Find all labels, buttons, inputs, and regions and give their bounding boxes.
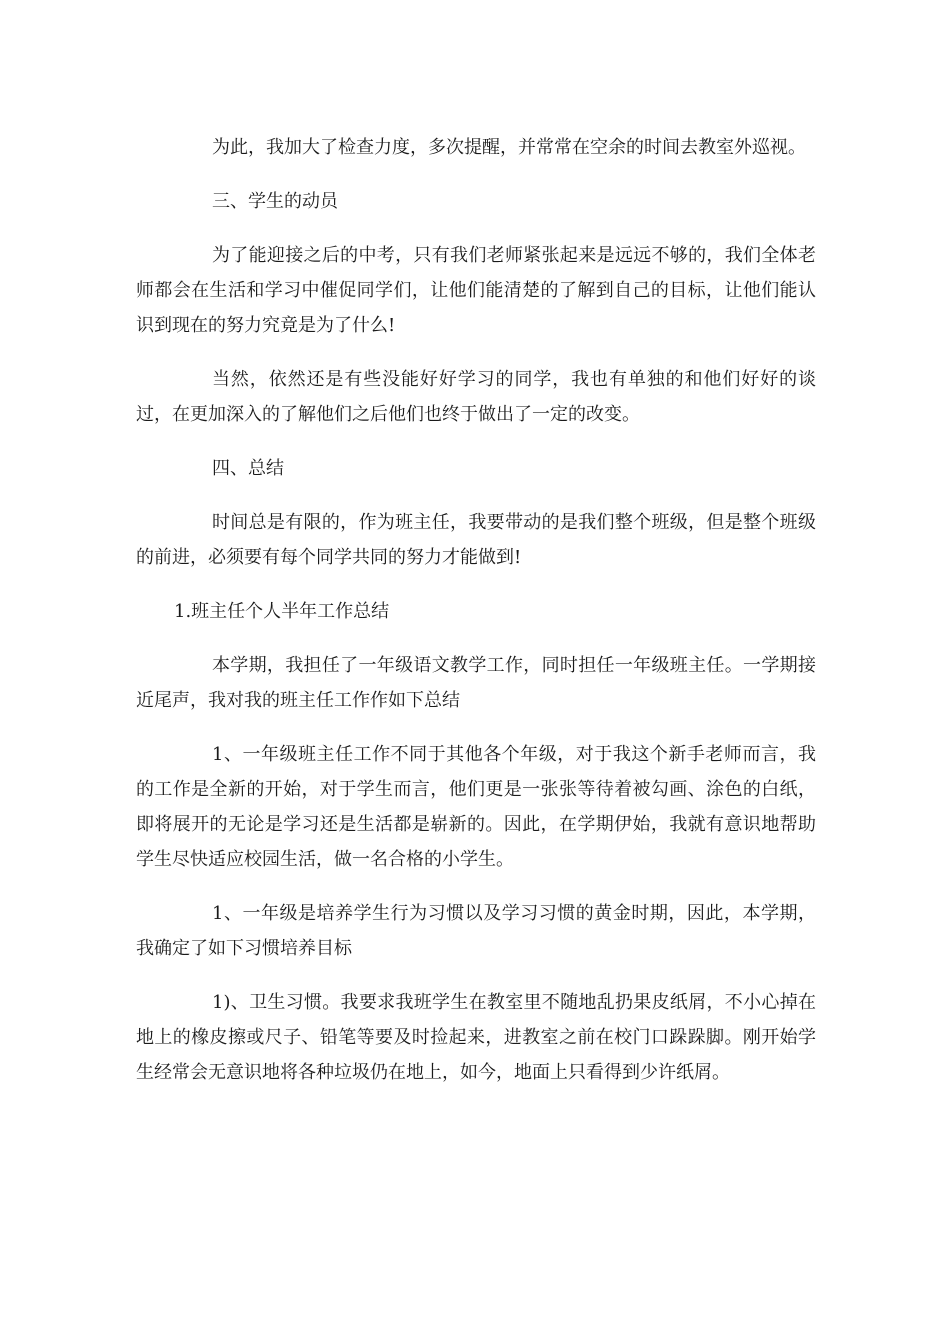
paragraph-hygiene-habits: 1)、卫生习惯。我要求我班学生在教室里不随地乱扔果皮纸屑，不小心掉在地上的橡皮擦或尺子、铅笔等要及时捡起来，进教室之前在校门口跺跺脚。刚开始学生经常会无意识地将各种垃圾仍在地上，如今，地面上只看得到少许纸屑。	[136, 992, 816, 1083]
section-heading-student-mobilization: 三、学生的动员	[212, 191, 338, 212]
document-body	[136, 130, 816, 1109]
paragraph-inspection: 为此，我加大了检查力度，多次提醒，并常常在空余的时间去教室外巡视。	[212, 137, 806, 158]
paragraph-semester-intro: 本学期，我担任了一年级语文教学工作，同时担任一年级班主任。一学期接近尾声，我对我的班主任工作作如下总结	[136, 655, 816, 711]
paragraph-first-grade-work: 1、一年级班主任工作不同于其他各个年级，对于我这个新手老师而言，我的工作是全新的开始，对于学生而言，他们更是一张张等待着被勾画、涂色的白纸，即将展开的无论是学习还是生活都是崭新的。因此，在学期伊始，我就有意识地帮助学生尽快适应校园生活，做一名合格的小学生。	[136, 744, 816, 870]
section-heading-summary: 四、总结	[212, 458, 284, 479]
paragraph-habit-goals: 1、一年级是培养学生行为习惯以及学习习惯的黄金时期，因此，本学期，我确定了如下习惯培养目标	[136, 903, 816, 959]
paragraph-class-progress: 时间总是有限的，作为班主任，我要带动的是我们整个班级，但是整个班级的前进，必须要有每个同学共同的努力才能做到!	[136, 512, 816, 568]
paragraph-individual-talks: 当然，依然还是有些没能好好学习的同学，我也有单独的和他们好好的谈过，在更加深入的了解他们之后他们也终于做出了一定的改变。	[136, 369, 816, 425]
document-subtitle: 1.班主任个人半年工作总结	[174, 601, 390, 622]
paragraph-exam-preparation: 为了能迎接之后的中考，只有我们老师紧张起来是远远不够的，我们全体老师都会在生活和学习中催促同学们，让他们能清楚的了解到自己的目标，让他们能认识到现在的努力究竟是为了什么!	[136, 245, 816, 336]
